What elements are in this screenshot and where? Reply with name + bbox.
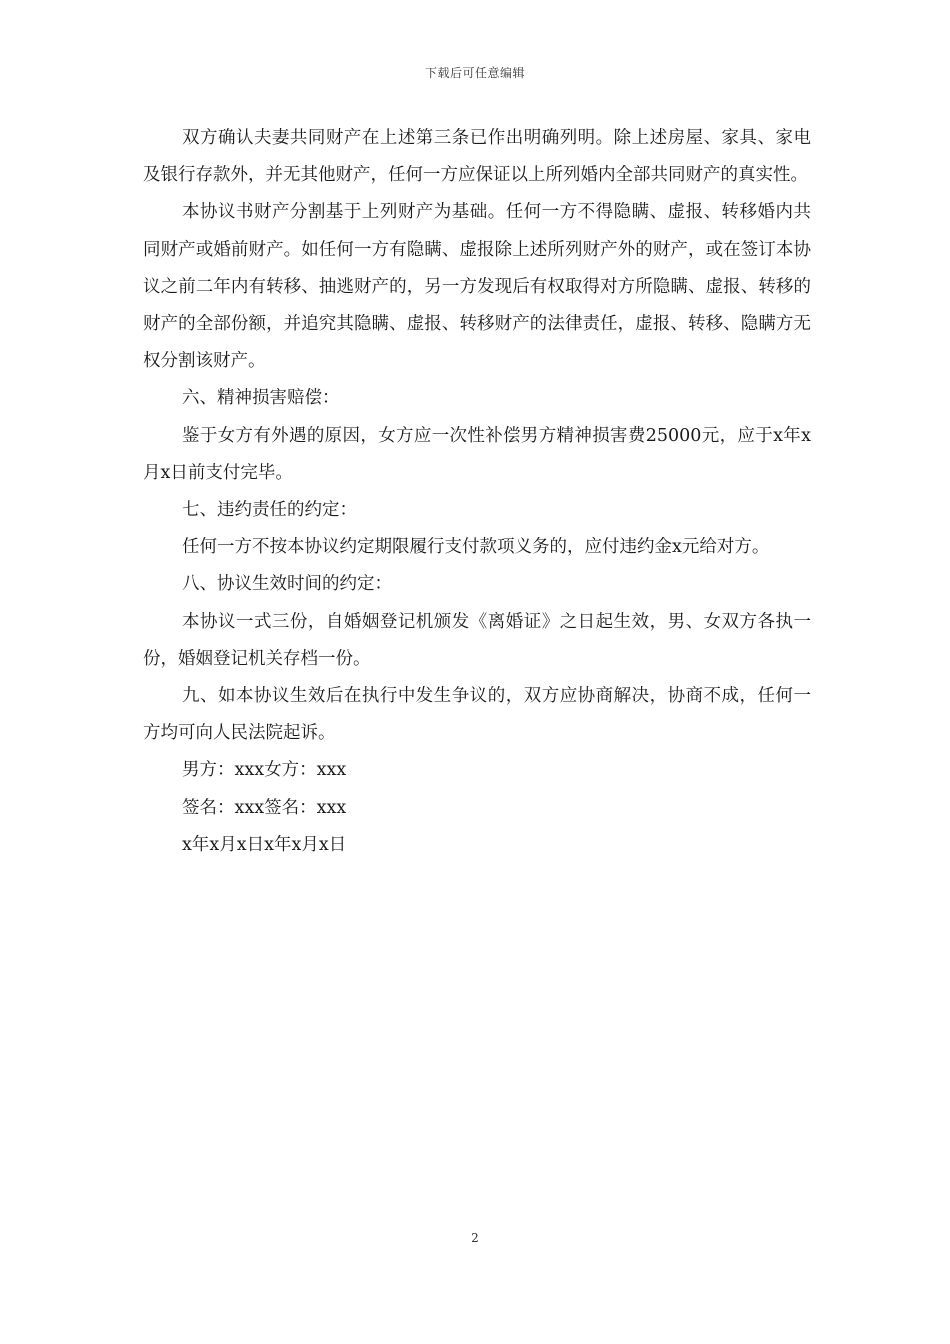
date-line: x年x月x日x年x月x日 [182, 834, 347, 855]
section-heading-compensation: 六、精神损害赔偿： [182, 388, 340, 409]
section-heading-effective-time: 八、协议生效时间的约定： [182, 574, 392, 595]
document-body [143, 120, 811, 864]
paragraph-effective-time: 本协议一式三份，自婚姻登记机颁发《离婚证》之日起生效，男、女双方各执一份，婚姻登记机关存档一份。 [143, 611, 811, 669]
party-names-line: 男方：xxx女方：xxx [182, 760, 347, 781]
paragraph-property-division: 本协议书财产分割基于上列财产为基础。任何一方不得隐瞒、虚报、转移婚内共同财产或婚前财产。如任何一方有隐瞒、虚报除上述所列财产外的财产，或在签订本协议之前二年内有转移、抽逃财产的，另一方发现后有权取得对方所隐瞒、虚报、转移的财产的全部份额，并追究其隐瞒、虚报、转移财产的法律责任，虚报、转移、隐瞒方无权分割该财产。 [143, 202, 811, 372]
paragraph-property-confirmation: 双方确认夫妻共同财产在上述第三条已作出明确列明。除上述房屋、家具、家电及银行存款外，并无其他财产，任何一方应保证以上所列婚内全部共同财产的真实性。 [143, 128, 811, 186]
paragraph-compensation: 鉴于女方有外遇的原因，女方应一次性补偿男方精神损害费25000元，应于x年x月x日前支付完毕。 [143, 425, 811, 483]
section-heading-breach: 七、违约责任的约定： [182, 500, 357, 521]
page-header: 下载后可任意编辑 [424, 66, 525, 80]
paragraph-breach: 任何一方不按本协议约定期限履行支付款项义务的，应付违约金x元给对方。 [182, 537, 770, 558]
page-number: 2 [471, 1231, 479, 1245]
signature-line: 签名：xxx签名：xxx [182, 797, 347, 818]
paragraph-dispute: 九、如本协议生效后在执行中发生争议的，双方应协商解决，协商不成，任何一方均可向人民法院起诉。 [143, 686, 811, 744]
